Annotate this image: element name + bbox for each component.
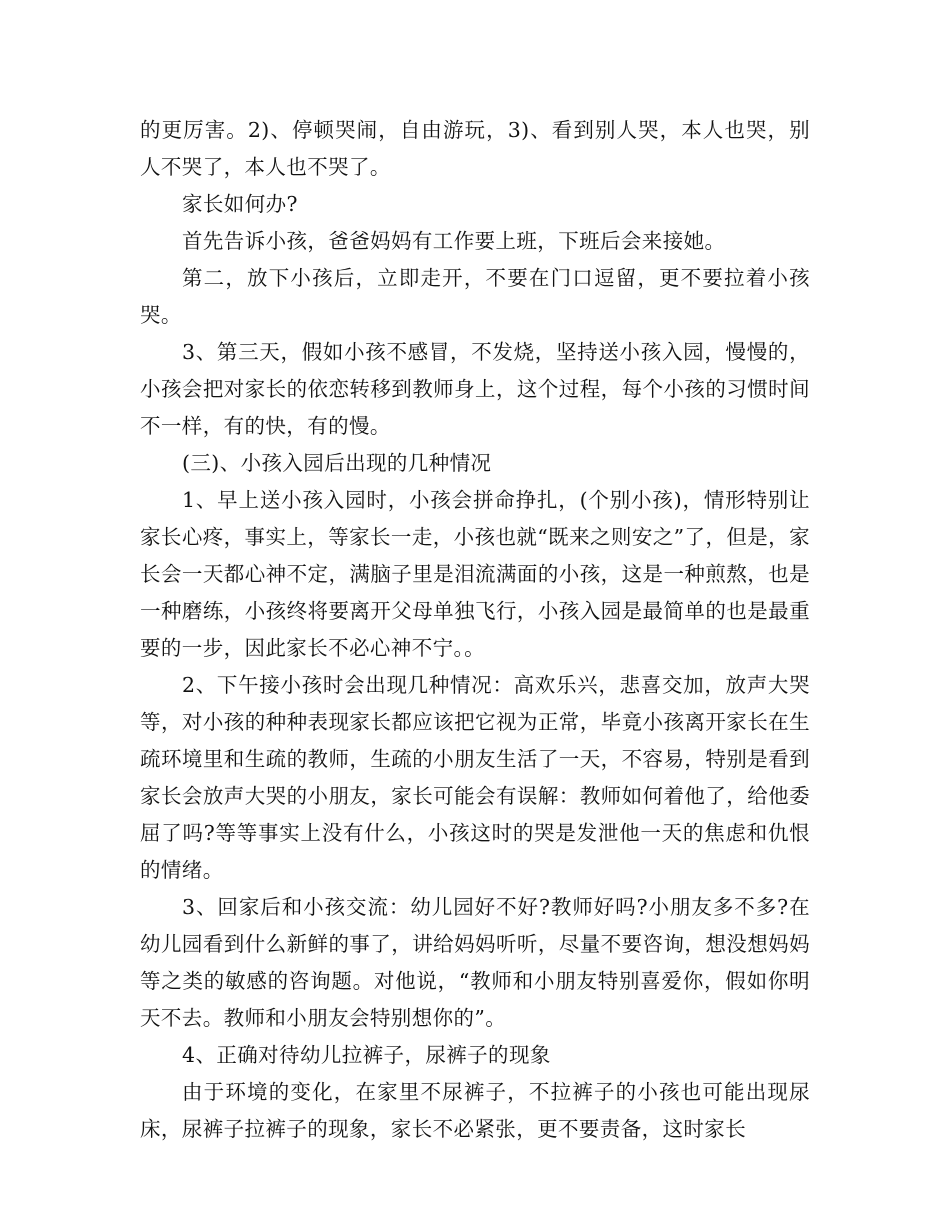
document-page bbox=[140, 112, 810, 1148]
paragraph-home-communication: 3、回家后和小孩交流：幼儿园好不好?教师好吗?小朋友多不多?在幼儿园看到什么新鲜的事了，讲给妈妈听听，尽量不要咨询，想没想妈妈等之类的敏感的咨询题。对他说，“教师和小朋友特别喜爱你，假如你明天不去。教师和小朋友会特别想你的”。 bbox=[140, 895, 810, 1030]
paragraph-environment-change: 由于环境的变化，在家里不尿裤子，不拉裤子的小孩也可能出现尿床，尿裤子拉裤子的现象，家长不必紧张，更不要责备，这时家长 bbox=[140, 1080, 810, 1141]
paragraph-continued-crying: 的更厉害。2)、停顿哭闹，自由游玩，3)、看到别人哭，本人也哭，别人不哭了，本人也不哭了。 bbox=[140, 118, 810, 179]
paragraph-afternoon-pickup: 2、下午接小孩时会出现几种情况：高欢乐兴，悲喜交加，放声大哭等，对小孩的种种表现家长都应该把它视为正常，毕竟小孩离开家长在生疏环境里和生疏的教师，生疏的小朋友生活了一天，不容易，特别是看到家长会放声大哭的小朋友，家长可能会有误解：教师如何着他了，给他委屈了吗?等等事实上没有什么，小孩这时的哭是发泄他一天的焦虑和仇恨的情绪。 bbox=[140, 673, 810, 882]
paragraph-morning-dropoff: 1、早上送小孩入园时，小孩会拼命挣扎，(个别小孩)，情形特别让家长心疼，事实上，等家长一走，小孩也就“既来之则安之”了，但是，家长会一天都心神不定，满脑子里是泪流满面的小孩，这是一种煎熬，也是一种磨练，小孩终将要离开父母单独飞行，小孩入园是最简单的也是最重要的一步，因此家长不必心神不宁。。 bbox=[140, 488, 810, 660]
paragraph-what-parents-do: 家长如何办? bbox=[182, 192, 298, 216]
paragraph-third-day: 3、第三天，假如小孩不感冒，不发烧，坚持送小孩入园，慢慢的，小孩会把对家长的依恋转移到教师身上，这个过程，每个小孩的习惯时间不一样，有的快，有的慢。 bbox=[140, 340, 810, 438]
paragraph-first-tell-child: 首先告诉小孩，爸爸妈妈有工作要上班，下班后会来接她。 bbox=[182, 229, 726, 253]
section-heading-situations: (三)、小孩入园后出现的几种情况 bbox=[182, 451, 492, 475]
paragraph-toilet-heading: 4、正确对待幼儿拉裤子，尿裤子的现象 bbox=[182, 1043, 551, 1067]
paragraph-second-leave: 第二，放下小孩后，立即走开，不要在门口逗留，更不要拉着小孩哭。 bbox=[140, 266, 810, 327]
